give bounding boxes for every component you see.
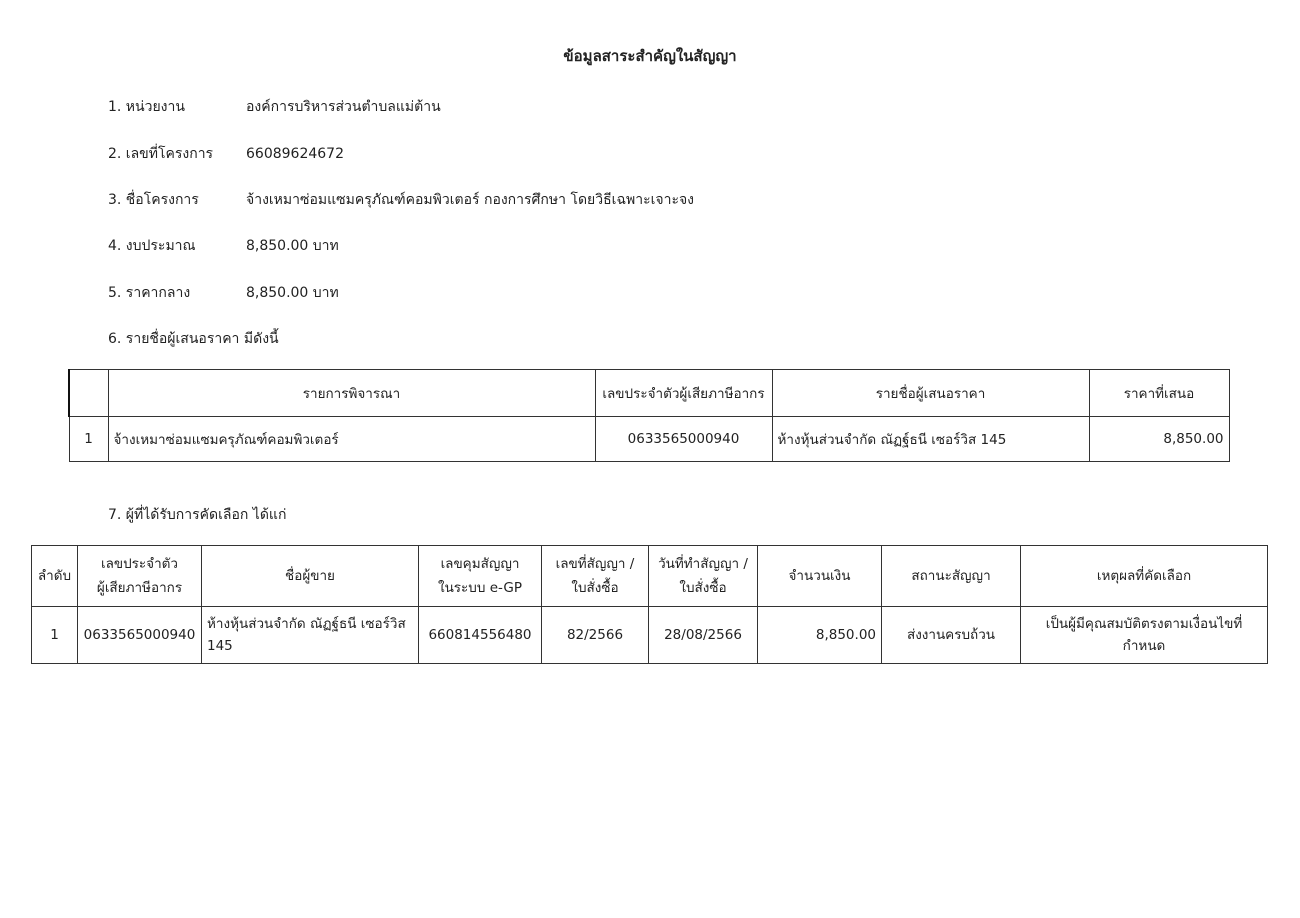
info-budget <box>108 235 339 257</box>
info-label: 4. งบประมาณ <box>108 238 196 254</box>
document-title: ข้อมูลสาระสำคัญในสัญญา <box>563 47 737 65</box>
header-cell-tax-id: เลขประจำตัวผู้เสียภาษีอากร <box>595 370 772 417</box>
table-header-row <box>32 546 1268 607</box>
info-value: 8,850.00 บาท <box>246 285 339 301</box>
header-cell-egp-number: เลขคุมสัญญา ในระบบ e-GP <box>419 546 542 607</box>
info-value: 66089624672 <box>246 146 344 162</box>
info-project-name <box>108 189 694 211</box>
cell-index: 1 <box>69 417 108 462</box>
info-label: 1. หน่วยงาน <box>108 99 185 115</box>
cell-item: จ้างเหมาซ่อมแซมครุภัณฑ์คอมพิวเตอร์ <box>108 417 595 462</box>
cell-reason: เป็นผู้มีคุณสมบัติตรงตามเงื่อนไขที่กำหนด <box>1021 607 1268 664</box>
cell-order: 1 <box>32 607 78 664</box>
header-cell-price: ราคาที่เสนอ <box>1089 370 1229 417</box>
header-cell-amount: จำนวนเงิน <box>758 546 882 607</box>
table-header-row <box>69 370 1229 417</box>
bidders-heading: 6. รายชื่อผู้เสนอราคา มีดังนี้ <box>108 331 279 347</box>
table-row <box>32 607 1268 664</box>
header-cell-vendor: ชื่อผู้ขาย <box>202 546 419 607</box>
cell-status: ส่งงานครบถ้วน <box>882 607 1021 664</box>
table-row <box>69 417 1229 462</box>
bidders-table <box>68 369 1230 462</box>
header-cell-reason: เหตุผลที่คัดเลือก <box>1021 546 1268 607</box>
header-cell-contract-number: เลขที่สัญญา / ใบสั่งซื้อ <box>542 546 649 607</box>
info-value: องค์การบริหารส่วนตำบลแม่ต้าน <box>246 99 441 115</box>
header-cell-status: สถานะสัญญา <box>882 546 1021 607</box>
info-label: 3. ชื่อโครงการ <box>108 192 199 208</box>
info-value: จ้างเหมาซ่อมแซมครุภัณฑ์คอมพิวเตอร์ กองการศึกษา โดยวิธีเฉพาะเจาะจง <box>246 192 695 208</box>
info-median-price <box>108 282 339 304</box>
info-label: 2. เลขที่โครงการ <box>108 146 214 162</box>
cell-tax-id: 0633565000940 <box>78 607 202 664</box>
cell-price: 8,850.00 <box>1089 417 1229 462</box>
cell-amount: 8,850.00 <box>758 607 882 664</box>
header-cell-tax-id: เลขประจำตัว ผู้เสียภาษีอากร <box>78 546 202 607</box>
header-cell-index <box>69 370 108 417</box>
cell-egp-number: 660814556480 <box>419 607 542 664</box>
header-cell-bidder: รายชื่อผู้เสนอราคา <box>772 370 1089 417</box>
header-cell-item: รายการพิจารณา <box>108 370 595 417</box>
winners-table <box>31 545 1268 664</box>
info-agency <box>108 96 441 118</box>
cell-tax-id: 0633565000940 <box>595 417 772 462</box>
cell-contract-date: 28/08/2566 <box>649 607 758 664</box>
cell-bidder: ห้างหุ้นส่วนจำกัด ณัฏฐ์ธนี เซอร์วิส 145 <box>772 417 1089 462</box>
cell-contract-number: 82/2566 <box>542 607 649 664</box>
info-project-number <box>108 143 344 165</box>
winners-heading: 7. ผู้ที่ได้รับการคัดเลือก ได้แก่ <box>108 507 287 523</box>
cell-vendor: ห้างหุ้นส่วนจำกัด ณัฏฐ์ธนี เซอร์วิส 145 <box>202 607 419 664</box>
info-label: 5. ราคากลาง <box>108 285 191 301</box>
info-value: 8,850.00 บาท <box>246 238 339 254</box>
header-cell-order: ลำดับ <box>32 546 78 607</box>
header-cell-contract-date: วันที่ทำสัญญา / ใบสั่งซื้อ <box>649 546 758 607</box>
